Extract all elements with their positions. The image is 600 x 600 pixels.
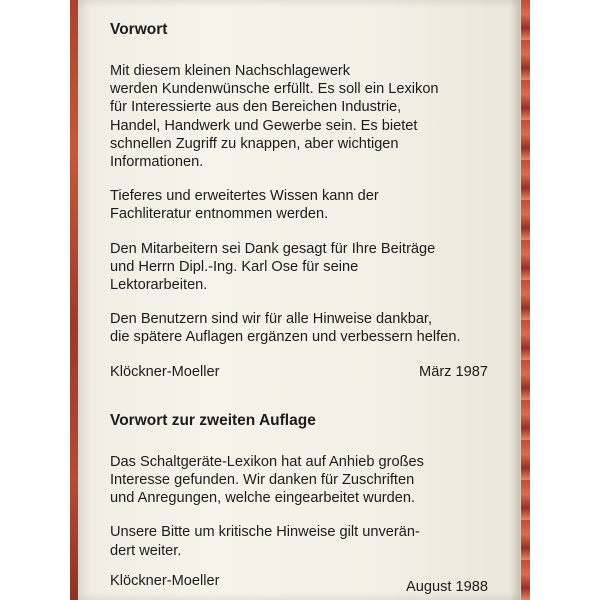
preface-signature: Klöckner-Moeller [110,363,220,380]
text-line: Unsere Bitte um kritische Hinweise gilt unverän- [110,524,420,541]
second-edition-signature: Klöckner-Moeller [110,572,220,589]
text-line: Das Schaltgeräte-Lexikon hat auf Anhieb großes [110,453,424,470]
text-line: und Herrn Dipl.-Ing. Karl Ose für seine [110,258,359,275]
text-line: Den Benutzern sind wir für alle Hinweise dankbar, [110,311,433,328]
text-line: Handel, Handwerk und Gewerbe sein. Es bietet [110,117,418,134]
second-edition-signature-row [110,572,500,596]
text-line: werden Kundenwünsche erfüllt. Es soll ein Lexikon [110,81,439,98]
preface-signature-row [110,363,500,381]
text-line: für Interessierte aus den Bereichen Industrie, [110,99,402,116]
text-line: die spätere Auflagen ergänzen und verbessern helfen. [110,329,461,346]
text-line: und Anregungen, welche eingearbeitet wurden. [110,490,416,507]
preface-paragraph-3 [110,240,500,295]
text-line: Interesse gefunden. Wir danken für Zuschriften [110,472,415,489]
preface-paragraph-2 [110,187,500,223]
preface-paragraph-1 [110,62,500,171]
preface-paragraph-4 [110,310,500,346]
text-line: Fachliteratur entnommen werden. [110,206,329,223]
text-line: dert weiter. [110,542,182,559]
text-line: Tieferes und erweitertes Wissen kann der [110,188,379,205]
text-line: Informationen. [110,154,204,171]
page-content [110,20,500,596]
second-edition-paragraph-2 [110,523,500,559]
text-line: schnellen Zugriff zu knappen, aber wichtigen [110,135,399,152]
second-edition-paragraph-1 [110,453,500,508]
second-edition-heading: Vorwort zur zweiten Auflage [110,411,316,429]
second-edition-date: August 1988 [406,578,488,595]
preface-date: März 1987 [419,363,488,380]
book-page [78,0,521,600]
text-line: Lektorarbeiten. [110,277,208,294]
preface-heading: Vorwort [110,21,168,38]
text-line: Mit diesem kleinen Nachschlagewerk [110,63,351,79]
text-line: Den Mitarbeitern sei Dank gesagt für Ihre Beiträge [110,240,436,257]
